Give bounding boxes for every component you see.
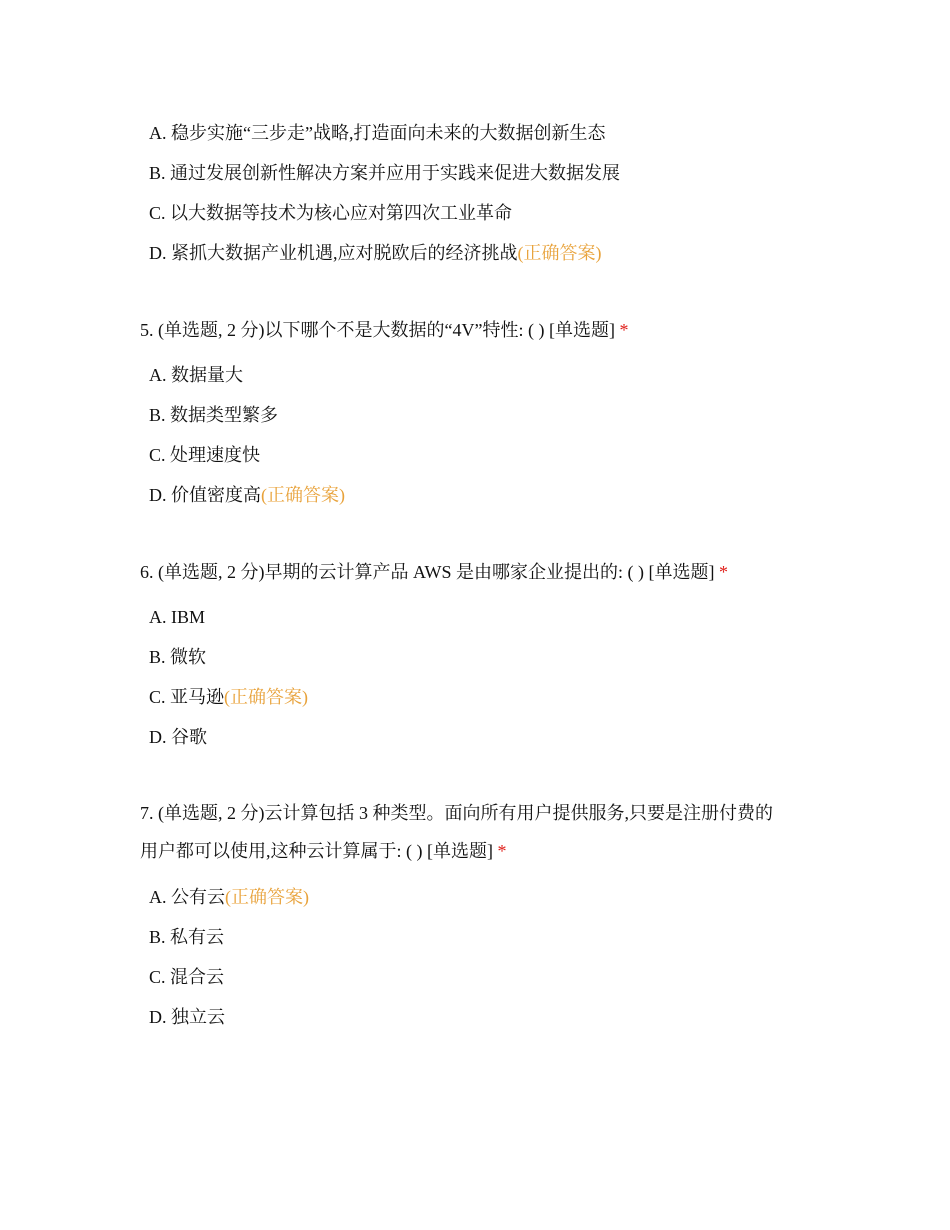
q6-option-b (149, 645, 206, 669)
q6-option-d (149, 725, 207, 749)
q7-option-c (149, 965, 224, 989)
q4-option-d (149, 241, 602, 265)
q7-stem-text-line1: 7. (单选题, 2 分)云计算包括 3 种类型。面向所有用户提供服务,只要是注册付费的 (140, 803, 773, 823)
q5-option-b (149, 403, 278, 427)
required-mark: * (619, 320, 629, 340)
q5-stem (140, 318, 628, 342)
q5-option-b-text: B. 数据类型繁多 (149, 405, 279, 425)
q5-option-a-text: A. 数据量大 (149, 365, 243, 385)
q5-option-c-text: C. 处理速度快 (149, 445, 261, 465)
q7-option-a (149, 885, 309, 909)
q7-stem-line1 (140, 801, 773, 825)
q5-option-d (149, 483, 345, 507)
q5-option-a (149, 363, 243, 387)
q4-option-c (149, 201, 512, 225)
required-mark: * (497, 841, 507, 861)
q5-option-c (149, 443, 260, 467)
q5-stem-text: 5. (单选题, 2 分)以下哪个不是大数据的“4V”特性: ( ) [单选题] (140, 320, 615, 340)
q6-option-c (149, 685, 308, 709)
correct-answer-tag: (正确答案) (517, 243, 602, 263)
q7-option-d-text: D. 独立云 (149, 1007, 225, 1027)
correct-answer-tag: (正确答案) (225, 887, 309, 907)
q6-option-c-text: C. 亚马逊 (149, 687, 225, 707)
q6-option-a (149, 605, 205, 629)
q4-option-b (149, 161, 620, 185)
q7-option-b-text: B. 私有云 (149, 927, 225, 947)
q7-stem-line2 (140, 839, 506, 863)
q7-option-c-text: C. 混合云 (149, 967, 225, 987)
q6-stem-text: 6. (单选题, 2 分)早期的云计算产品 AWS 是由哪家企业提出的: ( ) [单选题] (140, 562, 715, 582)
q7-option-a-text: A. 公有云 (149, 887, 225, 907)
q4-option-b-text: B. 通过发展创新性解决方案并应用于实践来促进大数据发展 (149, 163, 621, 183)
q4-option-a (149, 121, 605, 145)
q5-option-d-text: D. 价值密度高 (149, 485, 261, 505)
required-mark: * (719, 562, 729, 582)
correct-answer-tag: (正确答案) (261, 485, 345, 505)
correct-answer-tag: (正确答案) (224, 687, 309, 707)
q6-stem (140, 560, 728, 584)
q7-option-d (149, 1005, 225, 1029)
q7-option-b (149, 925, 224, 949)
q4-option-d-text: D. 紧抓大数据产业机遇,应对脱欧后的经济挑战 (149, 243, 518, 263)
q4-option-c-text: C. 以大数据等技术为核心应对第四次工业革命 (149, 203, 513, 223)
q4-option-a-text: A. 稳步实施“三步走”战略,打造面向未来的大数据创新生态 (149, 123, 606, 143)
q6-option-a-text: A. IBM (149, 607, 206, 627)
q6-option-b-text: B. 微软 (149, 647, 207, 667)
q7-stem-text-line2: 用户都可以使用,这种云计算属于: ( ) [单选题] (140, 841, 493, 861)
q6-option-d-text: D. 谷歌 (149, 727, 207, 747)
